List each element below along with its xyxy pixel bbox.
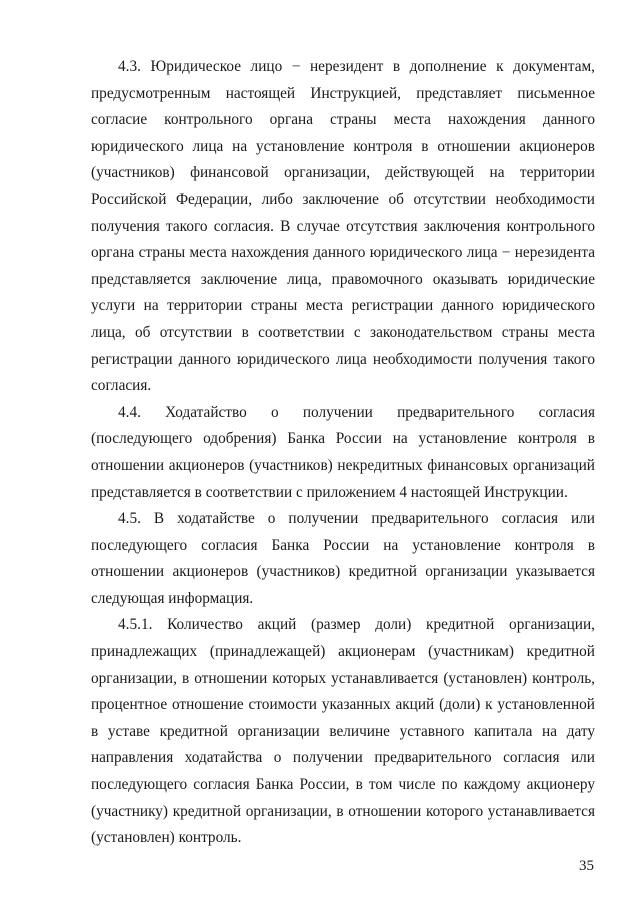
paragraph-4-3: 4.3. Юридическое лицо − нерезидент в дополнение к документам, предусмотренным настоящей Инструкцией, представляет письменное согласие контрольного органа страны места нахождения данного юридического лица на установление контроля в отношении акционеров (участников) финансовой организации, действующей на территории Российской Федерации, либо заключение об отсутствии необходимости получения такого согласия. В случае отсутствия заключения контрольного органа страны места нахождения данного юридического лица − нерезидента представляется заключение лица, правомочного оказывать юридические услуги на территории страны места регистрации данного юридического лица, об отсутствии в соответствии с законодательством страны места регистрации данного юридического лица необходимости получения такого согласия. — [91, 58, 595, 395]
document-body — [91, 54, 595, 852]
paragraph-4-4: 4.4. Ходатайство о получении предварительного согласия (последующего одобрения) Банка России на установление контроля в отношении акционеров (участников) некредитных финансовых организаций представляется в соответствии с приложением 4 настоящей Инструкции. — [91, 403, 595, 501]
paragraph-4-5: 4.5. В ходатайстве о получении предварительного согласия или последующего согласия Банка России на установление контроля в отношении акционеров (участников) кредитной организации указывается следующая информация. — [91, 510, 595, 607]
paragraph-4-5-1: 4.5.1. Количество акций (размер доли) кредитной организации, принадлежащих (принадлежащей) акционерам (участникам) кредитной организации, в отношении которых устанавливается (установлен) контроль, процентное отношение стоимости указанных акций (доли) к установленной в уставе кредитной организации величине уставного капитала на дату направления ходатайства о получении предварительного согласия или последующего согласия Банка России, в том числе по каждому акционеру (участнику) кредитной организации, в отношении которого устанавливается (установлен) контроль. — [91, 616, 595, 847]
page-number: 35 — [579, 858, 594, 874]
